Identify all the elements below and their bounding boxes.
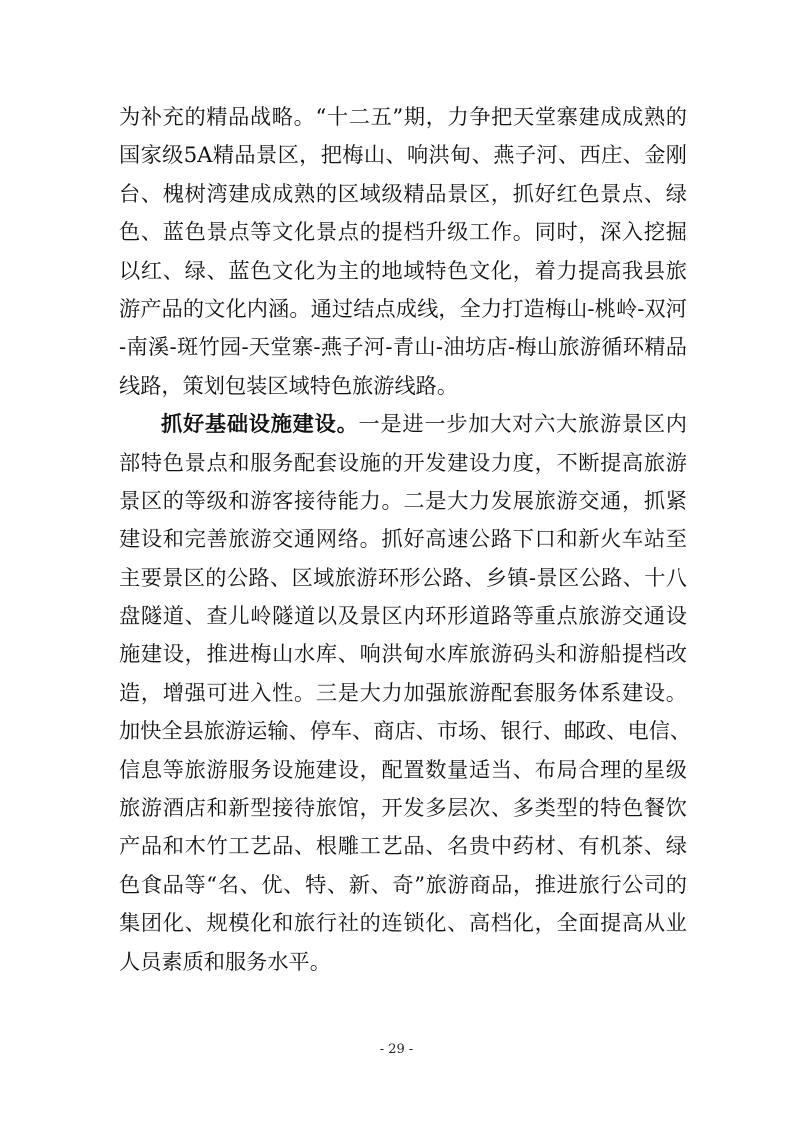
text-line: 加快全县旅游运输、停车、商店、市场、银行、邮政、电信、: [119, 718, 692, 744]
text-line: 以红、绿、蓝色文化为主的地域特色文化，着力提高我县旅: [119, 257, 687, 283]
paragraph-opening-line: [119, 405, 687, 443]
text-line: 产品和木竹工艺品、根雕工艺品、名贵中药材、有机茶、绿: [119, 833, 687, 859]
paragraph-heading: 抓好基础设施建设。: [161, 411, 359, 437]
text-line: 主要景区的公路、区域旅游环形公路、乡镇-景区公路、十八: [119, 564, 687, 590]
text-line: 为补充的精品战略。“十二五”期，力争把天堂寨建成成熟的: [119, 104, 687, 129]
body-text: [119, 98, 692, 981]
text-line: 游产品的文化内涵。通过结点成线，全力打造梅山-桃岭-双河: [119, 295, 687, 321]
text-line: 人员素质和服务水平。: [119, 948, 331, 974]
text-line: 景区的等级和游客接待能力。二是大力发展旅游交通，抓紧: [119, 487, 687, 513]
text-line: 色、蓝色景点等文化景点的提档升级工作。同时，深入挖掘: [119, 219, 687, 245]
text-line: 线路，策划包装区域特色旅游线路。: [119, 372, 459, 398]
text-line: 部特色景点和服务配套设施的开发建设力度，不断提高旅游: [119, 449, 687, 475]
text-line: 建设和完善旅游交通网络。抓好高速公路下口和新火车站至: [119, 526, 687, 552]
text-line: 施建设，推进梅山水库、响洪甸水库旅游码头和游船提档改: [119, 641, 687, 667]
text-line: 色食品等“名、优、特、新、奇”旅游商品，推进旅行公司的: [119, 871, 687, 897]
text-line: 台、槐树湾建成成熟的区域级精品景区，抓好红色景点、绿: [119, 180, 687, 206]
paragraph-opening-text: 一是进一步加大对六大旅游景区内: [358, 411, 687, 437]
text-line: 旅游酒店和新型接待旅馆，开发多层次、多类型的特色餐饮: [119, 795, 687, 821]
text-line: 集团化、规模化和旅行社的连锁化、高档化，全面提高从业: [119, 910, 687, 936]
text-line: -南溪-斑竹园-天堂寨-燕子河-青山-油坊店-梅山旅游循环精品: [119, 334, 687, 360]
text-line: 信息等旅游服务设施建设，配置数量适当、布局合理的星级: [119, 756, 687, 782]
text-line: 国家级5A精品景区，把梅山、响洪甸、燕子河、西庄、金刚: [119, 142, 687, 168]
page-number: - 29 -: [379, 1042, 414, 1057]
text-line: 造，增强可进入性。三是大力加强旅游配套服务体系建设。: [119, 679, 687, 705]
text-line: 盘隧道、查儿岭隧道以及景区内环形道路等重点旅游交通设: [119, 603, 687, 629]
